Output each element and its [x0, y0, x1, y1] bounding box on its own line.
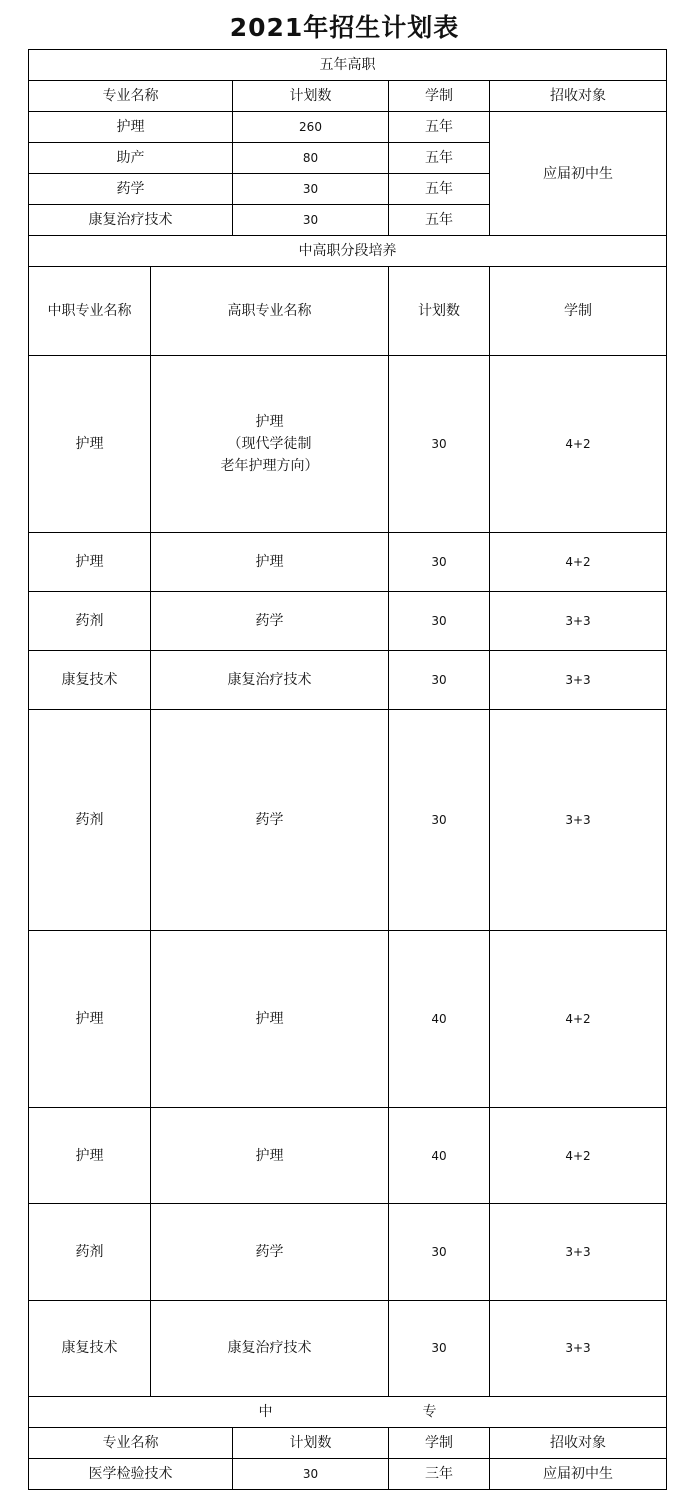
table-row [29, 931, 667, 1108]
count-cell: 30 [389, 356, 490, 533]
mid-major-cell: 护理 [29, 1108, 151, 1204]
table-row [29, 1204, 667, 1300]
section-title-left: 中 [258, 1404, 273, 1420]
header-cell: 学制 [389, 81, 490, 112]
major-cell: 医学检验技术 [29, 1459, 233, 1490]
header-row-secondary [29, 1428, 667, 1459]
section-row-five-year [29, 50, 667, 81]
count-cell: 40 [389, 931, 490, 1108]
section-row-segmented [29, 236, 667, 267]
header-cell: 学制 [490, 267, 667, 356]
high-major-cell: 护理 [151, 1108, 389, 1204]
count-cell: 30 [233, 205, 389, 236]
mid-major-cell: 康复技术 [29, 651, 151, 710]
mid-major-cell: 药剂 [29, 1204, 151, 1300]
duration-cell: 4+2 [490, 931, 667, 1108]
header-cell: 招收对象 [490, 1428, 667, 1459]
table-row [29, 1459, 667, 1490]
table-row [29, 1300, 667, 1396]
mid-major-cell: 药剂 [29, 710, 151, 931]
high-major-cell: 药学 [151, 710, 389, 931]
table-row [29, 592, 667, 651]
major-cell: 药学 [29, 174, 233, 205]
count-cell: 30 [389, 1300, 490, 1396]
duration-cell: 4+2 [490, 1108, 667, 1204]
duration-cell: 3+3 [490, 592, 667, 651]
header-row-segmented [29, 267, 667, 356]
header-cell: 专业名称 [29, 81, 233, 112]
target-cell: 应届初中生 [490, 1459, 667, 1490]
high-major-cell: 药学 [151, 592, 389, 651]
mid-major-cell: 康复技术 [29, 1300, 151, 1396]
duration-cell: 五年 [389, 112, 490, 143]
table-row [29, 710, 667, 931]
high-major-cell: 护理 （现代学徒制 老年护理方向） [151, 356, 389, 533]
duration-cell: 五年 [389, 143, 490, 174]
duration-cell: 4+2 [490, 533, 667, 592]
page-title: 2021年招生计划表 [229, 13, 460, 42]
duration-cell: 3+3 [490, 1300, 667, 1396]
table-row [29, 112, 667, 143]
count-cell: 30 [233, 1459, 389, 1490]
enrollment-plan-table [28, 49, 667, 1490]
count-cell: 260 [233, 112, 389, 143]
count-cell: 30 [389, 651, 490, 710]
count-cell: 80 [233, 143, 389, 174]
count-cell: 30 [233, 174, 389, 205]
major-cell: 助产 [29, 143, 233, 174]
count-cell: 30 [389, 533, 490, 592]
mid-major-cell: 护理 [29, 931, 151, 1108]
header-cell: 专业名称 [29, 1428, 233, 1459]
header-cell: 招收对象 [490, 81, 667, 112]
target-cell: 应届初中生 [490, 112, 667, 236]
header-cell: 计划数 [233, 1428, 389, 1459]
section-title-secondary [29, 1397, 667, 1428]
duration-cell: 三年 [389, 1459, 490, 1490]
table-row [29, 1108, 667, 1204]
duration-cell: 3+3 [490, 710, 667, 931]
section-title-segmented: 中高职分段培养 [29, 236, 667, 267]
header-cell: 高职专业名称 [151, 267, 389, 356]
header-cell: 计划数 [389, 267, 490, 356]
duration-cell: 4+2 [490, 356, 667, 533]
header-cell: 中职专业名称 [29, 267, 151, 356]
high-major-cell: 药学 [151, 1204, 389, 1300]
count-cell: 30 [389, 592, 490, 651]
major-cell: 康复治疗技术 [29, 205, 233, 236]
duration-cell: 五年 [389, 174, 490, 205]
high-major-cell: 康复治疗技术 [151, 1300, 389, 1396]
high-major-cell: 康复治疗技术 [151, 651, 389, 710]
count-cell: 30 [389, 710, 490, 931]
high-major-cell: 护理 [151, 931, 389, 1108]
header-cell: 计划数 [233, 81, 389, 112]
duration-cell: 3+3 [490, 1204, 667, 1300]
section-title-right: 专 [422, 1404, 437, 1420]
count-cell: 40 [389, 1108, 490, 1204]
major-cell: 护理 [29, 112, 233, 143]
high-major-cell: 护理 [151, 533, 389, 592]
mid-major-cell: 护理 [29, 533, 151, 592]
duration-cell: 五年 [389, 205, 490, 236]
section-row-secondary [29, 1397, 667, 1428]
count-cell: 30 [389, 1204, 490, 1300]
table-row [29, 533, 667, 592]
mid-major-cell: 护理 [29, 356, 151, 533]
table-row [29, 356, 667, 533]
header-cell: 学制 [389, 1428, 490, 1459]
table-row [29, 651, 667, 710]
header-row-five-year [29, 81, 667, 112]
mid-major-cell: 药剂 [29, 592, 151, 651]
section-title-five-year: 五年高职 [29, 50, 667, 81]
duration-cell: 3+3 [490, 651, 667, 710]
